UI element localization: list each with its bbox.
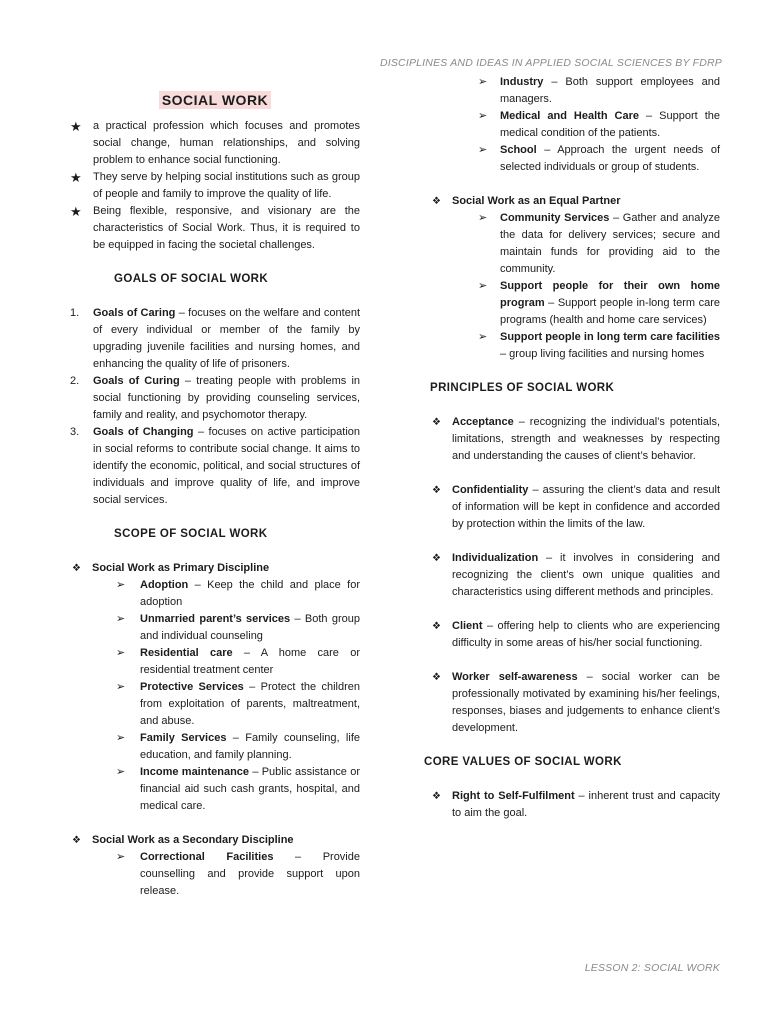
arrow-icon: ➢	[116, 766, 126, 778]
goals-heading: GOALS OF SOCIAL WORK	[114, 273, 269, 285]
arrow-icon: ➢	[478, 110, 488, 122]
goal-item: 1. Goals of Caring – focuses on the welfare and content of every individual or member of the family by upgrading juvenile facilities and nursing homes, and enhancing the quality of life of prisoners.	[70, 307, 360, 370]
arrow-icon: ➢	[116, 579, 126, 591]
diamond-icon: ❖	[72, 835, 81, 846]
scope-primary-label: ❖ Social Work as Primary Discipline	[70, 560, 360, 577]
principle-item: ❖ Worker self-awareness – social worker can be professionally motivated by examining his/her feelings, responses, biases and judgements to enhance client’s development.	[432, 671, 721, 734]
goal-item: 2. Goals of Curing – treating people with problems in social functioning by providing counseling services, family and reality, and psychomotor therapy.	[70, 375, 361, 421]
scope-secondary-label: ❖ Social Work as a Secondary Discipline	[70, 832, 360, 849]
list-item: ➢ Family Services – Family counseling, life education, and family planning.	[116, 732, 360, 761]
principle-item: ❖ Acceptance – recognizing the individual’s potentials, limitations, strength and weaknesses by respecting and understanding the causes of client’s behavior.	[432, 416, 720, 462]
star-icon: ★	[70, 204, 82, 219]
principle-item: ❖ Individualization – it involves in considering and recognizing the client’s own unique qualities and characteristics using different methods and principles.	[432, 552, 720, 598]
scope-heading: SCOPE OF SOCIAL WORK	[114, 528, 268, 540]
scope-equal-label: ❖ Social Work as an Equal Partner	[430, 193, 720, 210]
list-item: ➢ Industry – Both support employees and managers.	[478, 76, 720, 105]
list-item: ➢ Medical and Health Care – Support the medical condition of the patients.	[478, 110, 721, 139]
arrow-icon: ➢	[116, 851, 126, 863]
diamond-icon: ❖	[432, 621, 441, 632]
list-item: ➢ Adoption – Keep the child and place for adoption	[116, 579, 360, 608]
arrow-icon: ➢	[478, 76, 488, 88]
list-item: ➢ School – Approach the urgent needs of selected individuals or group of students.	[478, 144, 720, 173]
diamond-icon: ❖	[432, 196, 441, 207]
principle-item: ❖ Confidentiality – assuring the client’s data and result of information will be kept in confidence and accorded by protection within the limits of the law.	[432, 484, 720, 530]
core-values-heading: CORE VALUES OF SOCIAL WORK	[424, 756, 622, 768]
arrow-icon: ➢	[478, 144, 488, 156]
arrow-icon: ➢	[478, 280, 488, 292]
diamond-icon: ❖	[432, 485, 441, 496]
core-value-item: ❖ Right to Self-Fulfilment – inherent trust and capacity to aim the goal.	[432, 790, 721, 819]
page-header: DISCIPLINES AND IDEAS IN APPLIED SOCIAL SCIENCES BY FDRP	[379, 57, 722, 69]
principles-heading: PRINCIPLES OF SOCIAL WORK	[430, 382, 615, 394]
star-icon: ★	[70, 119, 82, 134]
arrow-icon: ➢	[478, 212, 488, 224]
arrow-icon: ➢	[478, 331, 488, 343]
intro-item: ★ a practical profession which focuses and promotes social change, human relationships, and solving problem to enhance social functioning.	[70, 119, 360, 166]
goal-item: 3. Goals of Changing – focuses on active participation in social reforms to contribute social change. It aims to identify the economic, political, and social structures of individuals and improve quality of life, and improve social services.	[70, 426, 360, 506]
list-item: ➢ Correctional Facilities – Provide counselling and provide support upon release.	[116, 851, 360, 897]
page-title: SOCIAL WORK	[70, 92, 360, 111]
diamond-icon: ❖	[432, 553, 441, 564]
diamond-icon: ❖	[72, 563, 81, 574]
diamond-icon: ❖	[432, 791, 441, 802]
arrow-icon: ➢	[116, 647, 126, 659]
arrow-icon: ➢	[116, 613, 126, 625]
list-item: ➢ Support people for their own home program – Support people in-long term care programs (health and home care services)	[478, 280, 720, 326]
arrow-icon: ➢	[116, 732, 126, 744]
intro-item: ★ Being flexible, responsive, and visionary are the characteristics of Social Work. Thus, it is required to be equipped in facing the societal challenges.	[70, 204, 360, 251]
list-item: ➢ Income maintenance – Public assistance or financial aid such cash grants, hospital, and medical care.	[116, 766, 360, 812]
left-column	[70, 92, 360, 900]
arrow-icon: ➢	[116, 681, 126, 693]
list-item: ➢ Protective Services – Protect the children from exploitation of parents, maltreatment, and abuse.	[116, 681, 360, 727]
list-item: ➢ Unmarried parent’s services – Both group and individual counseling	[116, 613, 360, 642]
right-column	[424, 74, 721, 822]
list-item: ➢ Support people in long term care facilities – group living facilities and nursing homes	[478, 331, 720, 360]
page-footer: LESSON 2: SOCIAL WORK	[584, 962, 720, 974]
diamond-icon: ❖	[432, 672, 441, 683]
list-item: ➢ Residential care – A home care or residential treatment center	[116, 647, 360, 676]
principle-item: ❖ Client – offering help to clients who are experiencing difficulty in some areas of his/her social functioning.	[432, 620, 720, 649]
list-item: ➢ Community Services – Gather and analyze the data for delivery services; secure and maintain funds for providing aid to the community.	[478, 212, 720, 275]
star-icon: ★	[70, 170, 82, 185]
intro-item: ★ They serve by helping social institutions such as group of people and family to improve the quality of life.	[70, 170, 360, 200]
diamond-icon: ❖	[432, 417, 441, 428]
